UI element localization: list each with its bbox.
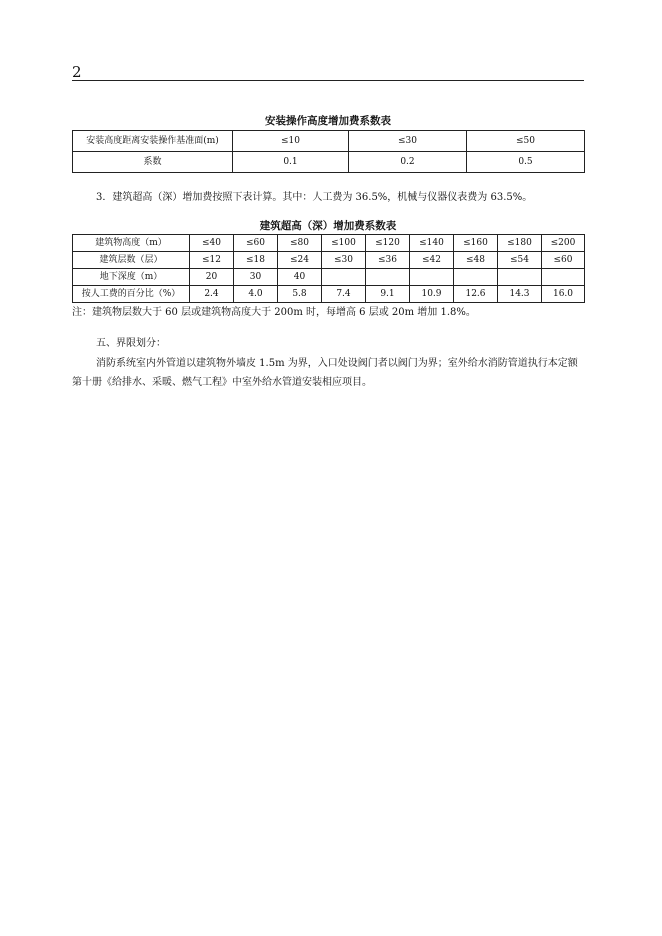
- table-row: [73, 235, 585, 252]
- table-cell: 5.8: [278, 286, 322, 303]
- table-row: [73, 252, 585, 269]
- table-cell: ≤24: [278, 252, 322, 269]
- table-cell: ≤200: [542, 235, 585, 252]
- table-row: [73, 286, 585, 303]
- table-cell: [366, 269, 410, 286]
- row-header-cell: 地下深度（m）: [73, 269, 190, 286]
- row-header-cell: 安装高度距离安装操作基准面(m): [73, 131, 233, 152]
- table-cell: 30: [234, 269, 278, 286]
- table-cell: ≤50: [467, 131, 585, 152]
- table-cell: ≤60: [542, 252, 585, 269]
- table-cell: 7.4: [322, 286, 366, 303]
- table-cell: ≤40: [190, 235, 234, 252]
- table-cell: 12.6: [454, 286, 498, 303]
- table-cell: ≤60: [234, 235, 278, 252]
- table-cell: [454, 269, 498, 286]
- table-cell: ≤180: [498, 235, 542, 252]
- paragraph-3: 3．建筑超高（深）增加费按照下表计算。其中：人工费为 36.5%，机械与仪器仪表费为 63.5%。: [96, 192, 533, 203]
- table-row: [73, 269, 585, 286]
- table-row: [73, 131, 585, 152]
- table-cell: [542, 269, 585, 286]
- table-cell: 10.9: [410, 286, 454, 303]
- table-cell: ≤140: [410, 235, 454, 252]
- page-number: 2: [72, 63, 82, 81]
- table-cell: ≤10: [233, 131, 349, 152]
- table-cell: 9.1: [366, 286, 410, 303]
- table-cell: ≤160: [454, 235, 498, 252]
- table-cell: ≤18: [234, 252, 278, 269]
- row-header-cell: 建筑层数（层）: [73, 252, 190, 269]
- row-header-cell: 系数: [73, 152, 233, 173]
- note: 注：建筑物层数大于 60 层或建筑物高度大于 200m 时，每增高 6 层或 20m 增加 1.8%。: [72, 307, 476, 318]
- table-cell: 0.1: [233, 152, 349, 173]
- table-cell: ≤48: [454, 252, 498, 269]
- installation-height-table: [72, 130, 585, 173]
- table-cell: 16.0: [542, 286, 585, 303]
- table1-title: 安装操作高度增加费系数表: [265, 115, 391, 127]
- table-cell: ≤54: [498, 252, 542, 269]
- table-cell: ≤30: [349, 131, 467, 152]
- table-cell: 14.3: [498, 286, 542, 303]
- table-cell: [410, 269, 454, 286]
- table2-title: 建筑超高（深）增加费系数表: [259, 220, 397, 232]
- row-header-cell: 建筑物高度（m）: [73, 235, 190, 252]
- table-cell: 0.5: [467, 152, 585, 173]
- section-5-heading: 五、界限划分：: [96, 338, 166, 349]
- building-height-table: [72, 234, 585, 303]
- table-row: [73, 152, 585, 173]
- table-cell: ≤120: [366, 235, 410, 252]
- table-cell: ≤42: [410, 252, 454, 269]
- table-cell: 40: [278, 269, 322, 286]
- table-cell: ≤100: [322, 235, 366, 252]
- table-cell: ≤12: [190, 252, 234, 269]
- table-cell: 2.4: [190, 286, 234, 303]
- table-cell: [498, 269, 542, 286]
- header-rule: [72, 80, 584, 81]
- table-cell: 0.2: [349, 152, 467, 173]
- row-header-cell: 按人工费的百分比（%）: [73, 286, 190, 303]
- table-cell: ≤36: [366, 252, 410, 269]
- table-cell: [322, 269, 366, 286]
- table-cell: ≤30: [322, 252, 366, 269]
- table-cell: 4.0: [234, 286, 278, 303]
- section-5-paragraph: 消防系统室内外管道以建筑物外墙皮 1.5m 为界，入口处设阀门者以阀门为界；室外给水消防管道执行本定额第十册《给排水、采暖、燃气工程》中室外给水管道安装相应项目。: [72, 358, 578, 388]
- table-cell: ≤80: [278, 235, 322, 252]
- table-cell: 20: [190, 269, 234, 286]
